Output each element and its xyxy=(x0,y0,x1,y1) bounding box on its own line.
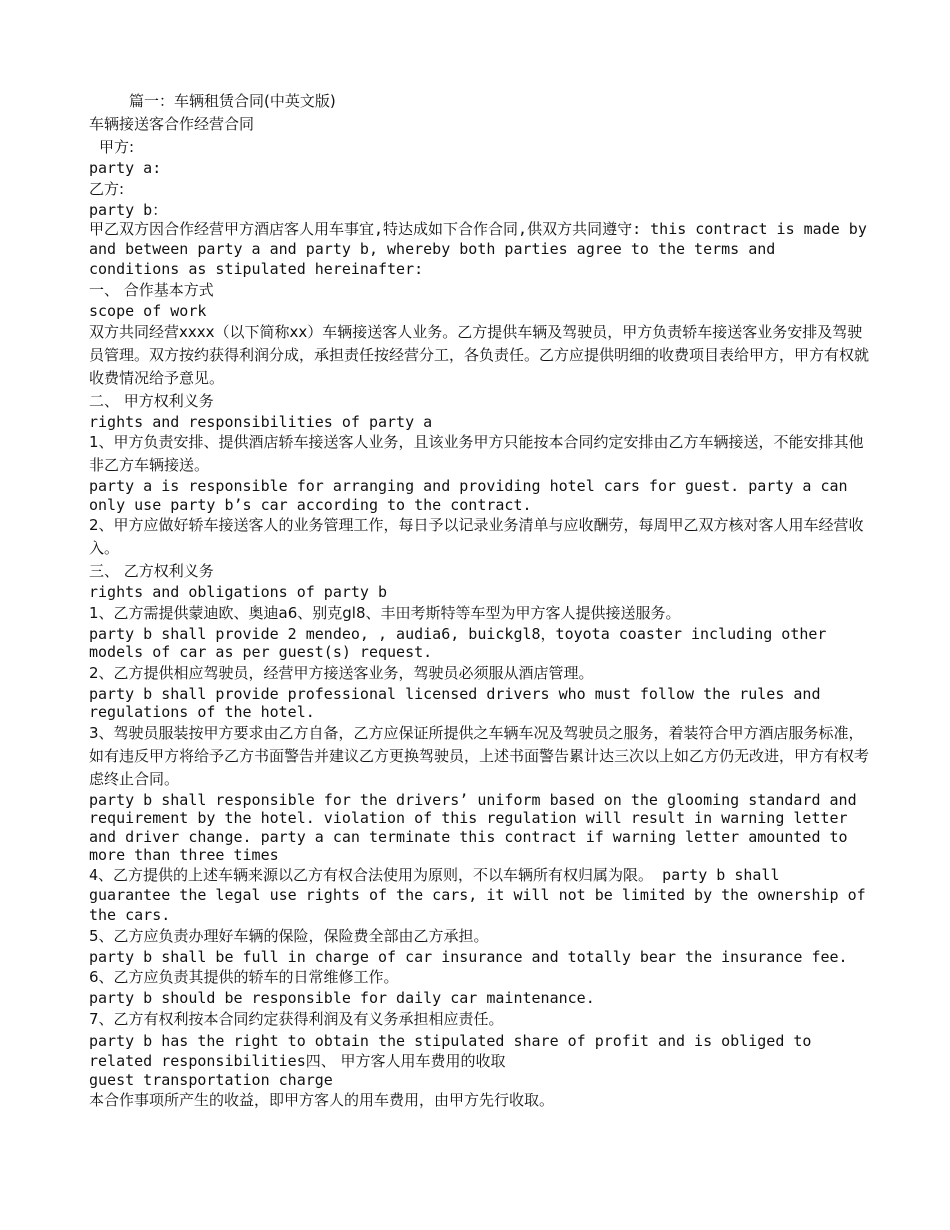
clause-b7-en-with-section-4 xyxy=(89,1031,869,1071)
section-4-body: 本合作事项所产生的收益，即甲方客人的用车费用，由甲方先行收取。 xyxy=(89,1091,555,1109)
document-page xyxy=(89,90,869,1112)
section-1-body: 双方共同经营xxxx（以下简称xx）车辆接送客人业务。乙方提供车辆及驾驶员，甲方负责轿车接送客业务安排及驾驶员管理。双方按约获得利润分成，承担责任按经营分工，各负责任。乙方应提供明细的收费项目表给甲方，甲方有权就收费情况给予意见。 xyxy=(89,322,870,387)
party-a-label-zh: 甲方: xyxy=(99,138,135,156)
clause-b6-en: party b should be responsible for daily car maintenance. xyxy=(89,989,595,1007)
party-b-label-en: party b： xyxy=(89,200,168,219)
intro-paragraph: 甲乙双方因合作经营甲方酒店客人用车事宜,特达成如下合作合同,供双方共同遵守: this contract is made by and between party a and party b, whereby both parties agree to the terms and conditions as stipulated hereinafter: xyxy=(89,220,867,278)
clause-b7-en: party b has the right to obtain the stipulated share of profit and is obliged to related responsibilities xyxy=(89,1031,812,1070)
doc-subtitle: 车辆接送客合作经营合同 xyxy=(89,115,255,133)
clause-b4-en: party b shall guarantee the legal use rights of the cars, it will not be limited by the ownership of the cars. xyxy=(89,865,866,924)
doc-title: 篇一：车辆租赁合同(中英文版) xyxy=(129,92,336,110)
clause-b6-zh: 6、乙方应负责其提供的轿车的日常维修工作。 xyxy=(89,968,399,986)
clause-b4 xyxy=(89,865,869,925)
clause-b5-zh: 5、乙方应负责办理好车辆的保险，保险费全部由乙方承担。 xyxy=(89,926,489,945)
party-a-label-en: party a: xyxy=(89,159,162,177)
clause-a1-en: party a is responsible for arranging and providing hotel cars for guest. party a can only use party b’s car according to the contract. xyxy=(89,477,857,514)
section-4-heading: 四、 甲方客人用车费用的收取 xyxy=(305,1051,506,1070)
section-4-heading-en: guest transportation charge xyxy=(89,1070,333,1089)
clause-a2-zh: 2、甲方应做好轿车接送客人的业务管理工作，每日予以记录业务清单与应收酬劳，每周甲乙双方核对客人用车经营收入。 xyxy=(89,516,864,557)
section-2-heading: 二、 甲方权利义务 xyxy=(89,391,214,410)
party-b-label-zh: 乙方: xyxy=(89,179,125,198)
clause-b4-zh: 4、乙方提供的上述车辆来源以乙方有权合法使用为原则，不以车辆所有权归属为限。 xyxy=(89,865,654,884)
clause-b7-zh: 7、乙方有权利按本合同约定获得利润及有义务承担相应责任。 xyxy=(89,1009,504,1028)
clause-b2-zh: 2、乙方提供相应驾驶员，经营甲方接送客业务，驾驶员必须服从酒店管理。 xyxy=(89,663,594,682)
clause-b3-en: party b shall responsible for the drivers’ uniform based on the glooming standard and requirement by the hotel. violation of this regulation will result in warning letter and driver change. party a can terminate this contract if warning letter amounted to more than three times xyxy=(89,790,866,864)
section-3-heading-en: rights and obligations of party b xyxy=(89,583,388,601)
clause-b1-en: party b shall provide 2 mendeo, , audia6, buickgl8，toyota coaster including other models of car as per guest(s) request. xyxy=(89,624,836,661)
section-3-heading: 三、 乙方权利义务 xyxy=(89,562,214,580)
clause-b2-en: party b shall provide professional licensed drivers who must follow the rules and regulations of the hotel. xyxy=(89,684,830,721)
clause-b5-en: party b shall be full in charge of car insurance and totally bear the insurance fee. xyxy=(89,947,848,966)
section-2-heading-en: rights and responsibilities of party a xyxy=(89,412,433,431)
clause-b1-zh: 1、乙方需提供蒙迪欧、奥迪a6、别克gl8、丰田考斯特等车型为甲方客人提供接送服务。 xyxy=(89,603,681,622)
section-1-heading-en: scope of work xyxy=(89,302,207,320)
clause-b3-zh: 3、驾驶员服装按甲方要求由乙方自备，乙方应保证所提供之车辆车况及驾驶员之服务，着装符合甲方酒店服务标准，如有违反甲方将给予乙方书面警告并建议乙方更换驾驶员，上述书面警告累计达三次以上如乙方仍无改进，甲方有权考虑终止合同。 xyxy=(89,723,870,788)
clause-a1-zh: 1、甲方负责安排、提供酒店轿车接送客人业务，且该业务甲方只能按本合同约定安排由乙方车辆接送，不能安排其他非乙方车辆接送。 xyxy=(89,433,864,474)
section-1-heading: 一、 合作基本方式 xyxy=(89,281,214,299)
